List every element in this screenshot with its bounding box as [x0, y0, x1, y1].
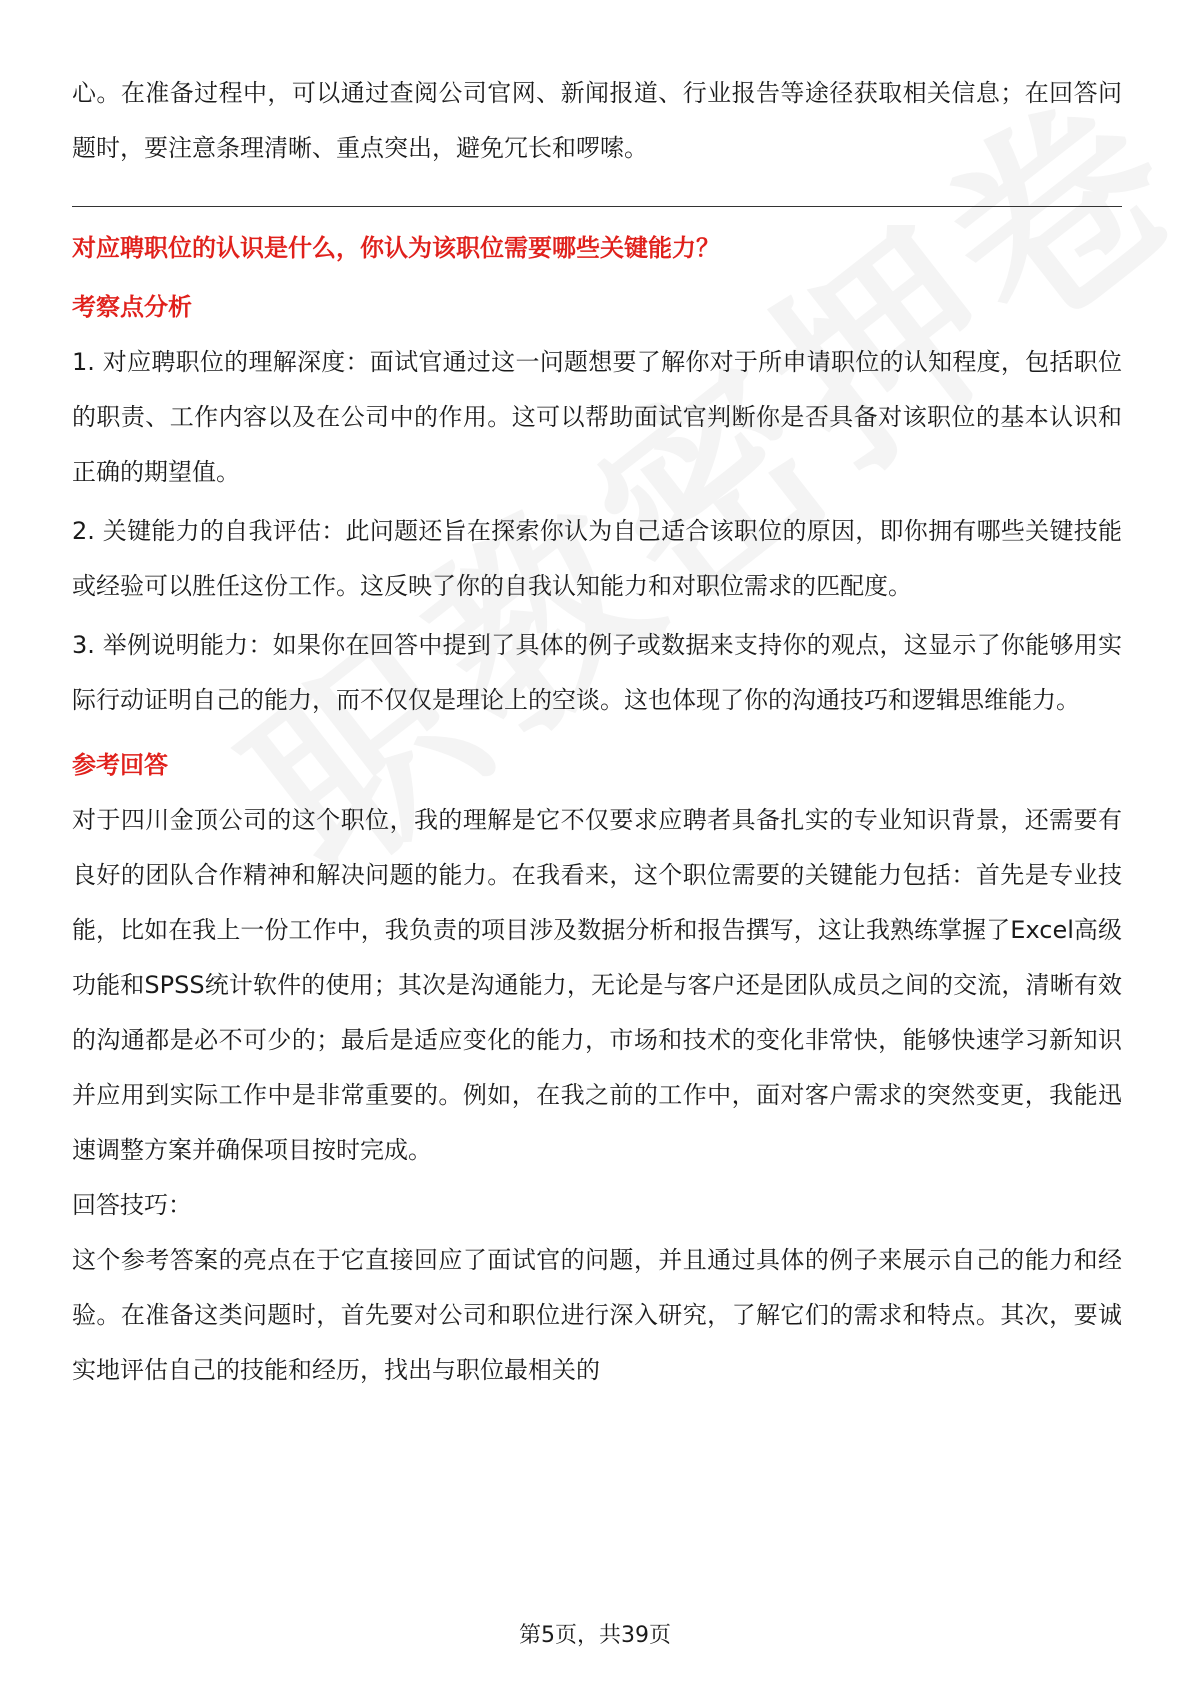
tips-paragraph: 这个参考答案的亮点在于它直接回应了面试官的问题，并且通过具体的例子来展示自己的能力和经验。在准备这类问题时，首先要对公司和职位进行深入研究，了解它们的需求和特点。其次，要诚实地评估自己的技能和经历，找出与职位最相关的 [72, 1246, 1122, 1384]
analysis-point-1: 1. 对应聘职位的理解深度：面试官通过这一问题想要了解你对于所申请职位的认知程度，包括职位的职责、工作内容以及在公司中的作用。这可以帮助面试官判断你是否具备对该职位的基本认识和正确的期望值。 [72, 348, 1122, 486]
reference-answer: 对于四川金顶公司的这个职位，我的理解是它不仅要求应聘者具备扎实的专业知识背景，还需要有良好的团队合作精神和解决问题的能力。在我看来，这个职位需要的关键能力包括：首先是专业技能，比如在我上一份工作中，我负责的项目涉及数据分析和报告撰写，这让我熟练掌握了Excel高级功能和SPSS统计软件的使用；其次是沟通能力，无论是与客户还是团队成员之间的交流，清晰有效的沟通都是必不可少的；最后是适应变化的能力，市场和技术的变化非常快，能够快速学习新知识并应用到实际工作中是非常重要的。例如，在我之前的工作中，面对客户需求的突然变更，我能迅速调整方案并确保项目按时完成。 [72, 806, 1122, 1164]
analysis-point-3: 3. 举例说明能力：如果你在回答中提到了具体的例子或数据来支持你的观点，这显示了你能够用实际行动证明自己的能力，而不仅仅是理论上的空谈。这也体现了你的沟通技巧和逻辑思维能力。 [72, 631, 1122, 714]
section-divider [72, 206, 1122, 207]
analysis-title: 考察点分析 [72, 293, 192, 321]
intro-paragraph: 心。在准备过程中，可以通过查阅公司官网、新闻报道、行业报告等途径获取相关信息；在回答问题时，要注意条理清晰、重点突出，避免冗长和啰嗦。 [72, 79, 1122, 162]
reference-title: 参考回答 [72, 751, 168, 779]
page-number: 第5页，共39页 [519, 1623, 671, 1648]
page-content [72, 66, 1122, 1398]
tips-label: 回答技巧： [72, 1191, 192, 1219]
analysis-point-2: 2. 关键能力的自我评估：此问题还旨在探索你认为自己适合该职位的原因，即你拥有哪些关键技能或经验可以胜任这份工作。这反映了你的自我认知能力和对职位需求的匹配度。 [72, 517, 1122, 600]
question-heading: 对应聘职位的认识是什么，你认为该职位需要哪些关键能力？ [72, 234, 720, 262]
